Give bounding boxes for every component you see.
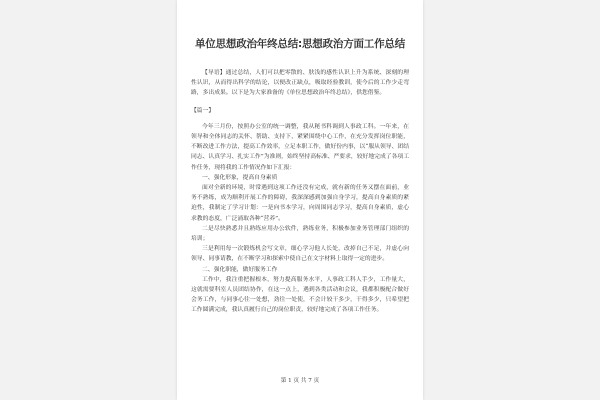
- body-paragraph-5: 工作中，我注重把握根本，努力提高服务水平，人事政工科人手少，工作量大，这就需要科室人员团结协作，在这一点上，遇到各类活动和会议，我都积极配合做好会务工作，与同事心往一处想，劲往一处使，不会计较干多少，干得多少，只希望把工作圆满完成，我认真履行自己的岗位职责，较好地完成了各项工作任务。: [191, 276, 409, 314]
- body-paragraph-2: 面对全新的环境，时常遇到这项工作还没有完成，就有新的任务又摆在面前，业务不熟练，成为顺利开展工作的障碍，我深深感到加强自身学习，提高自身素质的紧迫性，我制定了学习计划：一是向书本学习，向周围同志学习，提高自身素质，虚心求教的态度，广泛涌取各种“营养”。: [191, 185, 409, 222]
- subheading-2: 二、强化职能，做好服务工作: [202, 266, 278, 273]
- document-page: [177, 0, 423, 400]
- page-title: 单位思想政治年终总结:思想政治方面工作总结: [195, 38, 405, 50]
- body-paragraph-3: 二是尽快熟悉并且熟练应用办公软件，熟练业务，积极参加业务管理部门组织的培训；: [191, 225, 409, 243]
- body-paragraph-1: 今年三月份，按照办公室的统一调整，我从秘书科调到人事政工科。一年来，在领导和全体同志的关怀、帮助、支持下，紧紧围绕中心工作，在充分发挥岗位职能，不断改进工作方法，提高工作效率，立足本职工作，做好份内事，以“服从领导、团结同志、认真学习、扎实工作”为准则，始终坚持高标准、严要求，较好地完成了各项工作任务，现将我的工作情况作如下汇报：: [191, 123, 409, 171]
- body-paragraph-4: 三是利用每一次锻炼机会写文章，细心学习他人长处，改掉自己不足，并虚心向领导、同事请教，在不断学习和探索中使自己在文字材料上取得一定的进步。: [191, 246, 409, 263]
- guide-paragraph: 【导语】通过总结，人们可以把零散的、肤浅的感性认识上升为系统、深刻的理性认识，从而得出科学的结论，以便改正缺点，吸取经验教训，使今后的工作少走弯路，多出成果。以下是为大家准备的《单位思想政治年终总结》，供您借鉴。: [191, 70, 409, 97]
- page-footer: 第 1 页 共 7 页: [280, 378, 320, 384]
- document-body: [191, 68, 409, 316]
- subheading-1: 一、强化形象，提高自身素质: [202, 174, 278, 181]
- section-heading: 【篇一】: [191, 107, 215, 114]
